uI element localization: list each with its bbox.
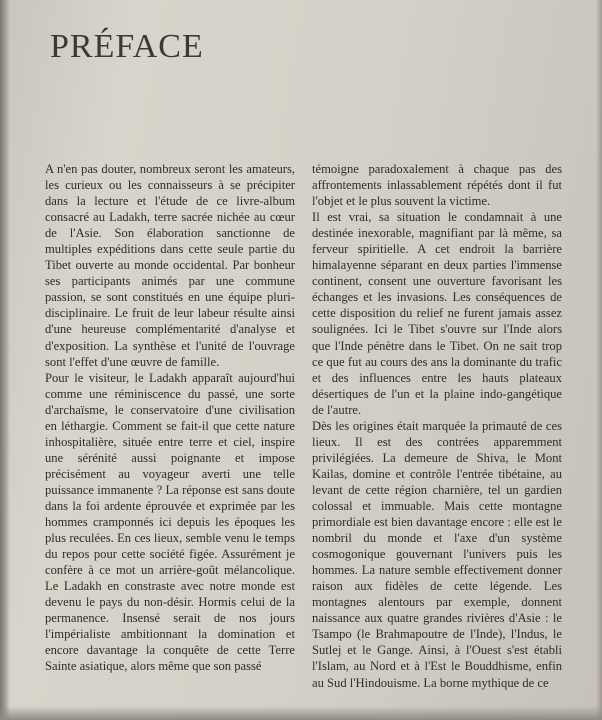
page-title: PRÉFACE [50,28,204,65]
paragraph: témoigne paradoxalement à chaque pas des affrontements inlassablement répétés dont il fut l'objet et le plus souvent la victime. [312,162,562,209]
paragraph: Il est vrai, sa situation le condamnait à une destinée inexorable, magnifiant par là même, sa ferveur spiritielle. A cet endroit la barrière himalayenne séparant en deux parties l'immense continent, consent une ouverture favorisant les échanges et les invasions. Les conséquences de cette disposition du relief ne furent jamais assez soulignées. Ici le Tibet s'ouvre sur l'Inde alors que l'Inde pénètre dans le Tibet. On ne sait trop ce que fut au cours des ans la dominante du trafic et des influences entre les hauts plateaux désertiques de l'un et la plaine indo-gangétique de l'autre. [312,210,562,417]
paragraph: A n'en pas douter, nombreux seront les amateurs, les curieux ou les connaisseurs à se précipiter dans la lecture et l'étude de ce livre-album consacré au Ladakh, terre sacrée nichée au cœur de l'Asie. Son élaboration sanctionne de multiples expéditions dans cette seule partie du Tibet ouverte au monde occidental. Par bonheur ses participants animés par une commune passion, se sont constitués en une équipe pluri-disciplinaire. Le fruit de leur labeur résulte ainsi d'une heureuse complémentarité d'analyse et d'exposition. La synthèse et l'unité de l'ouvrage sont l'effet d'une œuvre de famille. [45,162,295,369]
text-column-right [312,161,562,691]
page-bottom-shadow [0,706,602,720]
text-column-left [45,161,295,675]
paragraph: Dès les origines était marquée la primauté de ces lieux. Il est des contrées apparemment privilégiées. La demeure de Shiva, le Mont Kailas, domine et contrôle l'entrée tibétaine, au levant de cette région charnière, tel un gardien colossal et immuable. Mais cette montagne primordiale est bien davantage encore : elle est le nombril du monde et l'axe d'un système cosmogonique gouvernant l'univers puis les hommes. La nature semble effectivement donner raison aux fidèles de cette légende. Les montagnes alentours par exemple, donnent naissance aux quatre grandes rivières d'Asie : le Tsampo (le Brahmapoutre de l'Inde), l'Indus, le Sutlej et le Gange. Ainsi, à l'Ouest s'est établi l'Islam, au Nord et à l'Est le Bouddhisme, enfin au Sud l'Hindouisme. La borne mythique de ce [312,418,562,690]
page-edge-shadow [596,0,602,720]
paragraph: Pour le visiteur, le Ladakh apparaît aujourd'hui comme une réminiscence du passé, une sorte d'archaïsme, le conservatoire d'une civilisation en léthargie. Comment se fait-il que cette nature inhospitalière, située entre terre et ciel, inspire une sérénité aussi poignante et impose précisément au voyageur averti une telle puissance immanente ? La réponse est sans doute dans la foi ardente éprouvée et exprimée par les hommes cramponnés ici depuis les époques les plus reculées. En ces lieux, semble venu le temps du repos pour cette société figée. Assurément je confère à ce mot un arrière-goût mélancolique. Le Ladakh en constraste avec notre monde est devenu le pays du non-désir. Hormis celui de la permanence. Insensé serait de nos jours l'impérialiste ambitionnant la domination et encore davantage la conquête de cette Terre Sainte asiatique, alors même que son passé [45,370,295,674]
page-binding-shadow [0,0,10,720]
